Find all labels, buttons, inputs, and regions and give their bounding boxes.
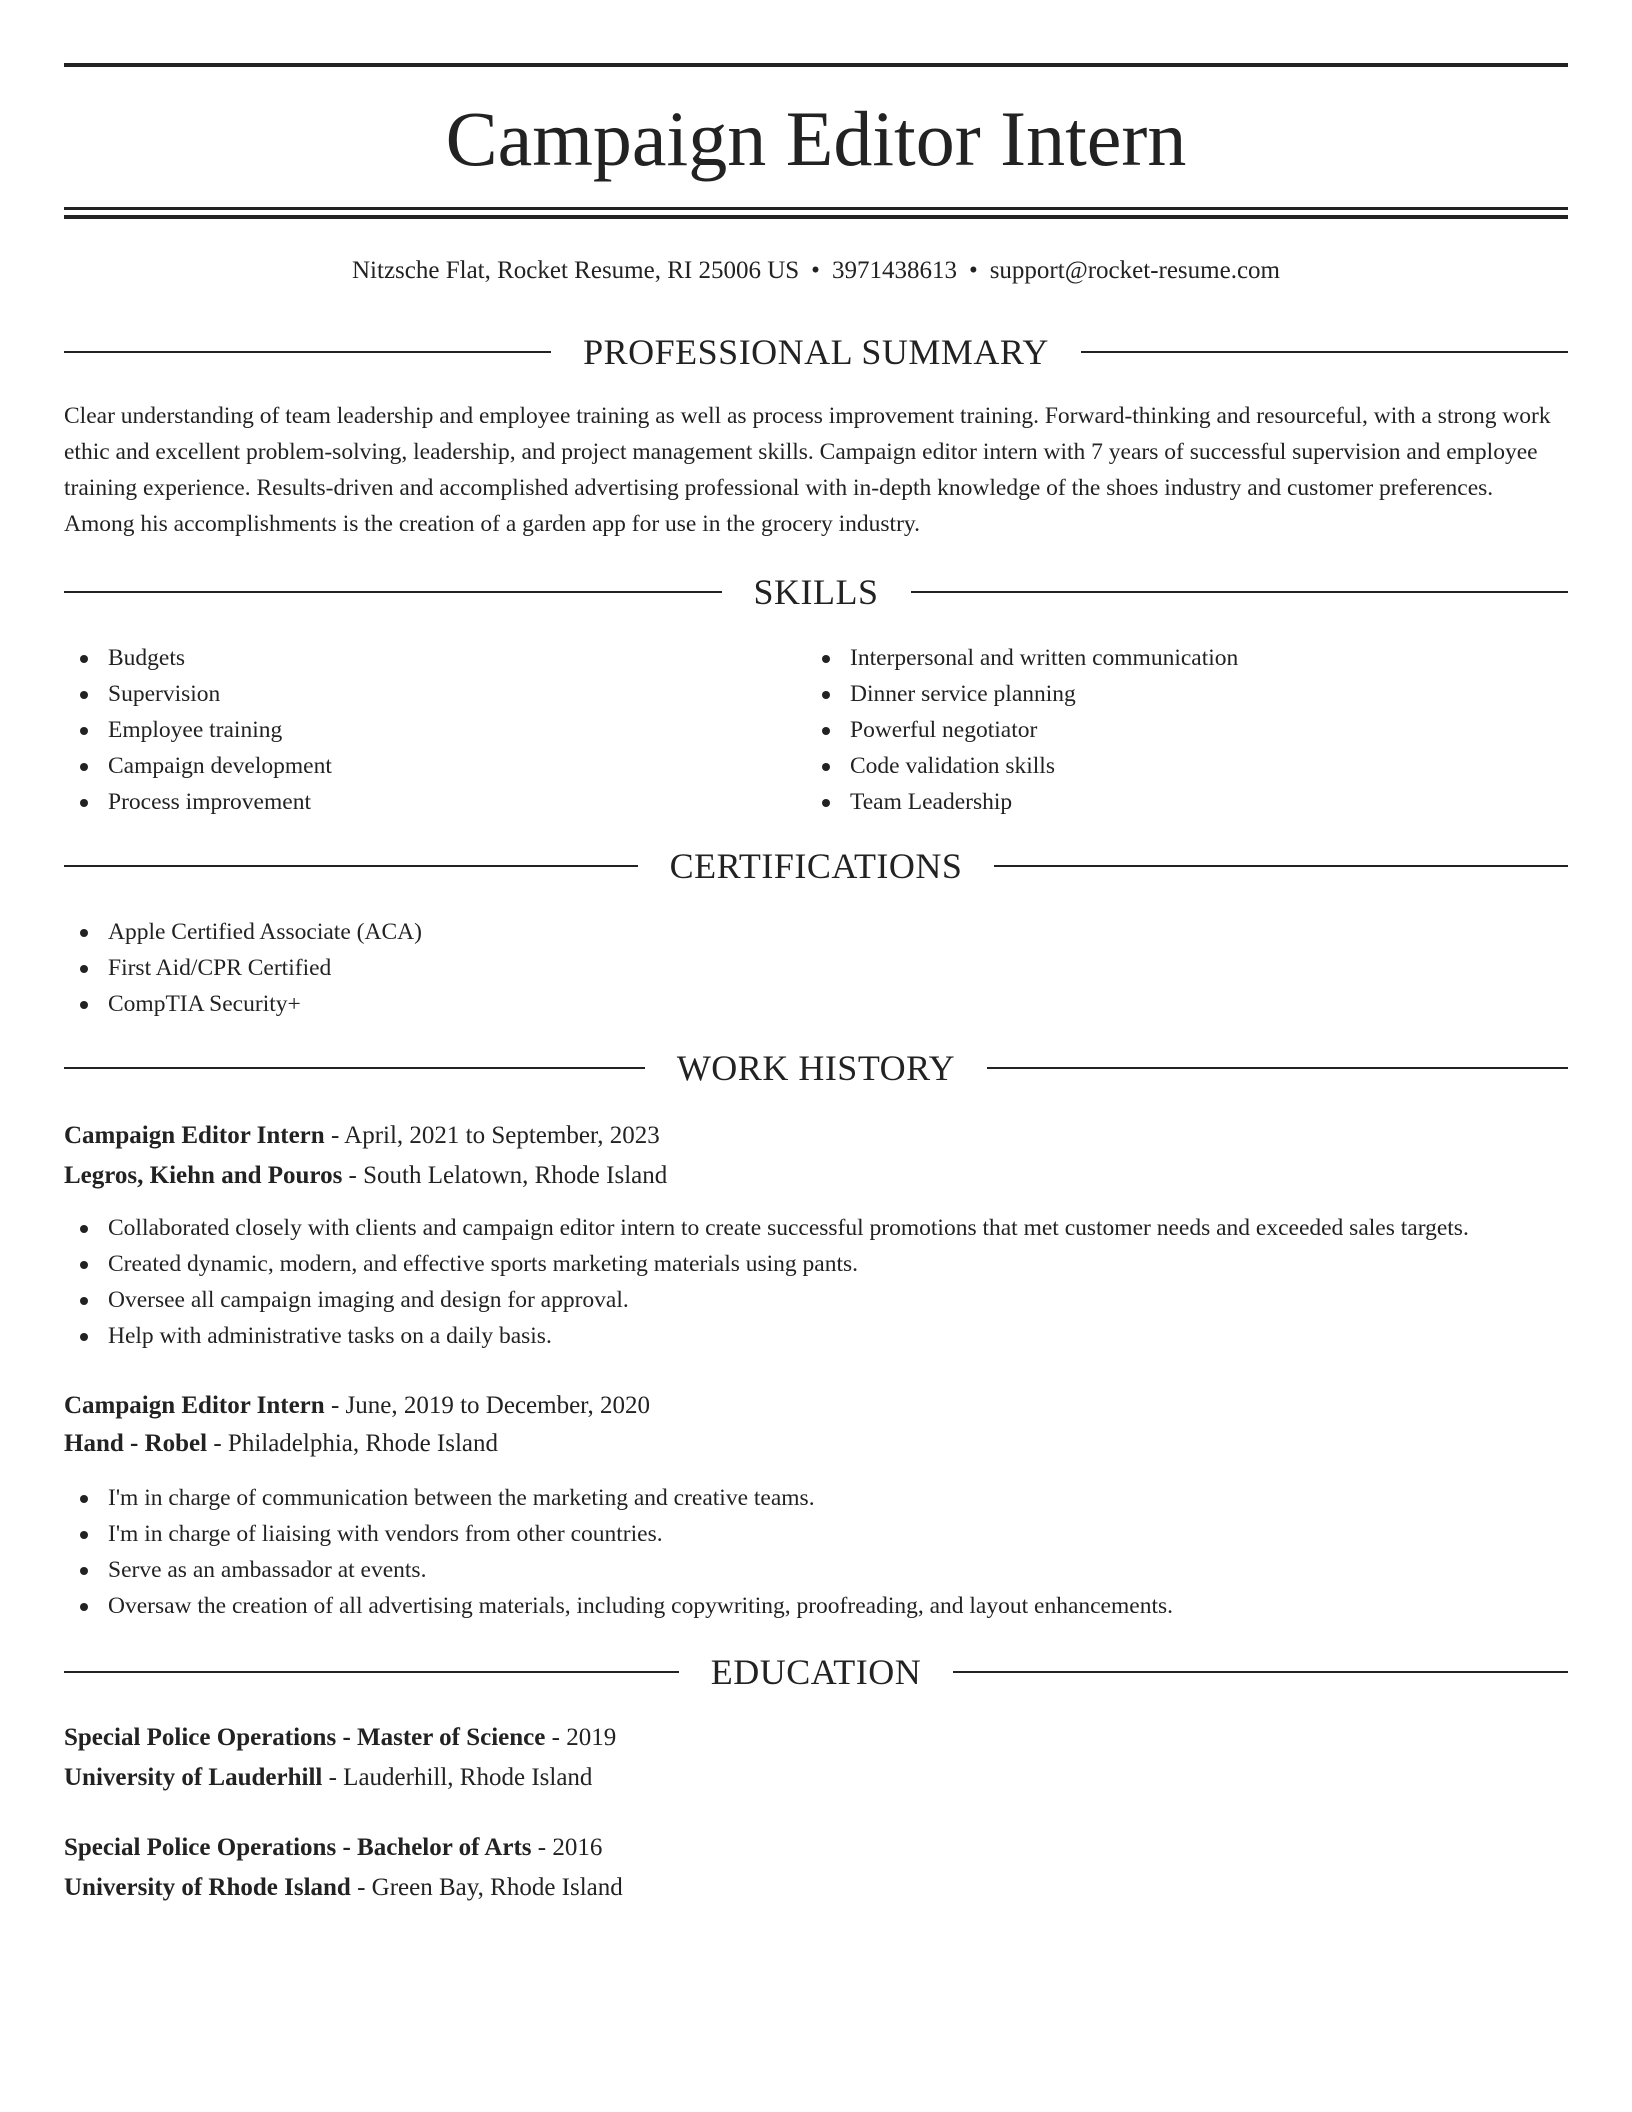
job-bullet: I'm in charge of liaising with vendors from other countries. <box>64 1516 1568 1552</box>
skill-item: Dinner service planning <box>806 676 1568 712</box>
section-header-education <box>64 1650 1568 1694</box>
candidate-name: Campaign Editor Intern <box>445 95 1187 182</box>
job-bullets <box>64 1480 1568 1624</box>
section-header-certifications <box>64 844 1568 888</box>
section-rule-right <box>953 1671 1568 1673</box>
job-title-line <box>64 1388 1568 1424</box>
section-header-work <box>64 1046 1568 1090</box>
job-title-line <box>64 1118 1568 1154</box>
section-rule-right <box>987 1067 1568 1069</box>
job-company-line <box>64 1426 1568 1462</box>
section-rule-left <box>64 1067 645 1069</box>
section-rule-right <box>1081 351 1568 353</box>
certifications-list <box>64 914 1568 1022</box>
education-location: - Green Bay, Rhode Island <box>350 1874 623 1901</box>
job-bullet: Serve as an ambassador at events. <box>64 1552 1568 1588</box>
contact-line <box>64 254 1568 288</box>
section-rule-left <box>64 591 722 593</box>
certification-item: Apple Certified Associate (ACA) <box>64 914 1568 950</box>
section-rule-left <box>64 1671 679 1673</box>
section-rule-left <box>64 865 638 867</box>
section-title-summary: PROFESSIONAL SUMMARY <box>583 332 1049 372</box>
contact-separator: • <box>968 257 978 284</box>
header-bottom-rule-1 <box>64 207 1568 210</box>
job-company: Hand - Robel <box>64 1430 208 1457</box>
education-school-line <box>64 1760 1568 1796</box>
skills-list-left <box>64 640 804 820</box>
skill-item: Process improvement <box>64 784 804 820</box>
section-header-skills <box>64 570 1568 614</box>
education-degree: Special Police Operations - Master of Science <box>64 1724 546 1751</box>
skill-item: Supervision <box>64 676 804 712</box>
job-dates: - April, 2021 to September, 2023 <box>324 1122 660 1149</box>
job-bullet: Created dynamic, modern, and effective sports marketing materials using pants. <box>64 1246 1568 1282</box>
job-company-line <box>64 1158 1568 1194</box>
job-company: Legros, Kiehn and Pouros <box>64 1162 343 1189</box>
job-bullet: Oversee all campaign imaging and design for approval. <box>64 1282 1568 1318</box>
job-location: - Philadelphia, Rhode Island <box>207 1430 499 1457</box>
job-bullet: Oversaw the creation of all advertising materials, including copywriting, proofreading, and layout enhancements. <box>64 1588 1568 1624</box>
education-location: - Lauderhill, Rhode Island <box>322 1764 593 1791</box>
skill-item: Employee training <box>64 712 804 748</box>
job-bullet: Collaborated closely with clients and campaign editor intern to create successful promotions that met customer needs and exceeded sales targets. <box>64 1210 1568 1246</box>
contact-phone: 3971438613 <box>831 257 957 284</box>
section-header-summary <box>64 330 1568 374</box>
certification-item: CompTIA Security+ <box>64 986 1568 1022</box>
skill-item: Campaign development <box>64 748 804 784</box>
skill-item: Budgets <box>64 640 804 676</box>
section-rule-right <box>994 865 1568 867</box>
contact-separator: • <box>811 257 820 284</box>
education-year: - 2016 <box>531 1834 603 1861</box>
contact-address: Nitzsche Flat, Rocket Resume, RI 25006 US <box>352 257 800 284</box>
section-title-certifications: CERTIFICATIONS <box>669 846 963 886</box>
skill-item: Powerful negotiator <box>806 712 1568 748</box>
skill-item: Code validation skills <box>806 748 1568 784</box>
job-bullet: I'm in charge of communication between the marketing and creative teams. <box>64 1480 1568 1516</box>
skill-item: Interpersonal and written communication <box>806 640 1568 676</box>
job-bullets <box>64 1210 1568 1354</box>
section-title-skills: SKILLS <box>753 572 879 612</box>
education-degree-line <box>64 1720 1568 1756</box>
header-top-rule <box>64 63 1568 67</box>
section-title-education: EDUCATION <box>710 1652 922 1692</box>
education-school-line <box>64 1870 1568 1906</box>
header-bottom-rule-2 <box>64 215 1568 219</box>
summary-text: Clear understanding of team leadership and employee training as well as process improvement training. Forward-thinking and resourceful, with a strong work ethic and excellent problem-solving, leadership, and project management skills. Campaign editor intern with 7 years of successful supervision and employee training experience. Results-driven and accomplished advertising professional with in-depth knowledge of the shoes industry and customer preferences. Among his accomplishments is the creation of a garden app for use in the grocery industry. <box>64 403 1551 537</box>
job-location: - South Lelatown, Rhode Island <box>342 1162 668 1189</box>
skill-item: Team Leadership <box>806 784 1568 820</box>
education-school: University of Lauderhill <box>64 1764 323 1791</box>
section-title-work: WORK HISTORY <box>676 1048 956 1088</box>
job-dates: - June, 2019 to December, 2020 <box>324 1392 650 1419</box>
job-title: Campaign Editor Intern <box>64 1392 325 1419</box>
education-year: - 2019 <box>545 1724 617 1751</box>
contact-email: support@rocket-resume.com <box>989 257 1280 284</box>
education-school: University of Rhode Island <box>64 1874 351 1901</box>
education-degree-line <box>64 1830 1568 1866</box>
certification-item: First Aid/CPR Certified <box>64 950 1568 986</box>
education-degree: Special Police Operations - Bachelor of Arts <box>64 1834 532 1861</box>
section-rule-right <box>911 591 1569 593</box>
job-title: Campaign Editor Intern <box>64 1122 325 1149</box>
section-rule-left <box>64 351 551 353</box>
job-bullet: Help with administrative tasks on a daily basis. <box>64 1318 1568 1354</box>
skills-list-right <box>806 640 1568 820</box>
